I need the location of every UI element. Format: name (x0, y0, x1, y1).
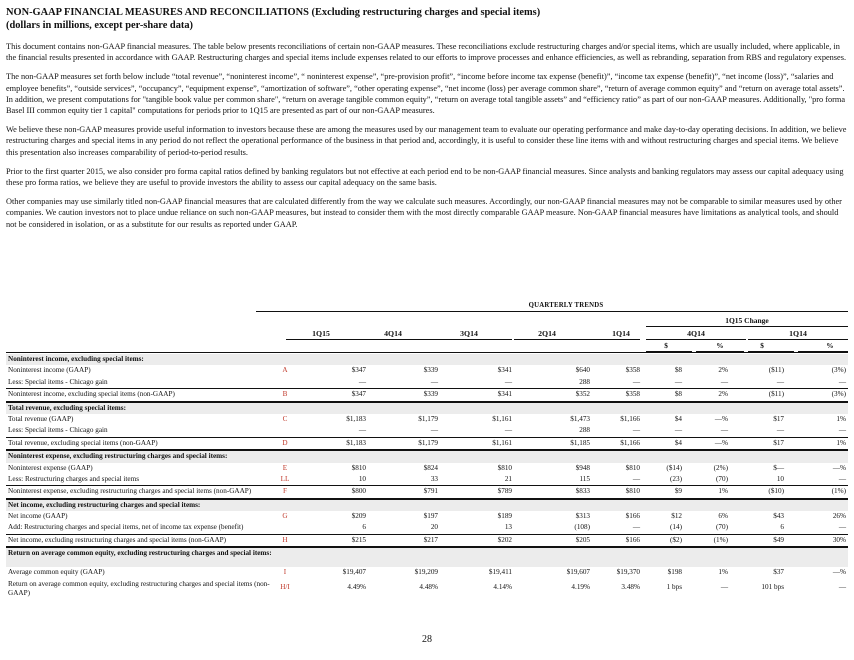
cell-2q14: $352 (575, 390, 590, 399)
change-header: 1Q15 Change (725, 316, 769, 325)
cell-1q14: $358 (625, 366, 640, 375)
header-divider (286, 339, 362, 340)
cell-3q14: 13 (504, 523, 512, 532)
table-row (6, 425, 848, 437)
cell-chg-4q14-pct: (70) (716, 474, 728, 483)
cell-4q14: $339 (423, 366, 438, 375)
capital-ratio-paragraph: Prior to the first quarter 2015, we also consider pro forma capital ratios defined by banking regulators but not effective at each period end to be non-GAAP financial measures. Since analysts and banking regulators may assess our capital adequacy using these pro forma ratios, we believe they are useful to provide investors the ability to assess our capital adequacy on the same basis. (6, 166, 844, 188)
page-number: 28 (422, 634, 432, 645)
intro-paragraph: This document contains non-GAAP financial measures. The table below presents reconciliations of certain non-GAAP measures. These reconciliations exclude restructuring charges and/or special items, which are usually included, where applicable, in the financial results presented in accordance with GAAP. Restructuring charges and special items include expenses related to our efforts to improve processes and enhance efficiencies, as well as rebranding, separation from RBS and regulatory expenses. (6, 42, 847, 63)
table-section-header (6, 500, 848, 511)
cell-4q14: $339 (423, 390, 438, 399)
change-header-1q14: 1Q14 (789, 329, 807, 338)
row-label: Noninterest expense (GAAP) (8, 463, 93, 472)
cell-chg-1q14-dollar: $17 (773, 438, 784, 447)
table-row (6, 474, 848, 486)
cell-chg-1q14-pct: (1%) (831, 487, 846, 496)
cell-1q14: $810 (625, 463, 640, 472)
cell-1q14: — (632, 426, 640, 435)
cell-chg-1q14-dollar: 6 (780, 523, 784, 532)
cell-1q14: $1,166 (620, 438, 640, 447)
cell-1q15: 6 (362, 523, 366, 532)
cell-4q14: $19,209 (414, 568, 438, 577)
table-row (6, 463, 848, 474)
cell-4q14: — (430, 377, 438, 386)
header-divider (646, 339, 746, 340)
sub-header-dollar: $ (760, 342, 764, 350)
row-label: Return on average common equity, excluding restructuring charges and special items: (8, 549, 272, 558)
cell-2q14: $313 (575, 512, 590, 521)
cell-2q14: $19,607 (566, 568, 590, 577)
cell-1q15: $810 (351, 463, 366, 472)
cell-chg-4q14-dollar: $8 (674, 366, 682, 375)
table-section-header (6, 548, 848, 567)
period-header-1q14: 1Q14 (612, 329, 630, 338)
cell-chg-4q14-pct: —% (714, 438, 728, 447)
header-divider (590, 339, 640, 340)
cell-chg-4q14-pct: 2% (718, 390, 728, 399)
header-divider (256, 311, 848, 312)
cell-chg-1q14-dollar: — (776, 377, 784, 386)
row-label: Return on average common equity, excluding restructuring charges and special items (non-GAAP) (8, 579, 270, 597)
row-label: Net income, excluding restructuring charges and special items (non-GAAP) (8, 535, 227, 544)
cell-3q14: — (504, 377, 512, 386)
cell-3q14: $1,161 (492, 414, 512, 423)
row-reference-letter: B (282, 390, 288, 399)
cell-chg-1q14-pct: 30% (832, 535, 846, 544)
cell-chg-4q14-pct: 1% (718, 487, 728, 496)
table-section-header (6, 451, 848, 462)
cell-chg-4q14-dollar: ($14) (666, 463, 682, 472)
sub-header-percent: % (826, 342, 834, 350)
cell-3q14: $1,161 (492, 438, 512, 447)
cell-4q14: $824 (423, 463, 438, 472)
cell-1q14: — (632, 523, 640, 532)
cell-chg-1q14-pct: — (838, 377, 846, 386)
page-subtitle: (dollars in millions, except per-share data) (6, 20, 194, 31)
row-label: Noninterest expense, excluding restructuring charges and special items: (8, 452, 228, 461)
cell-3q14: $789 (497, 487, 512, 496)
cell-1q15: 10 (358, 474, 366, 483)
table-row (6, 567, 848, 578)
cell-1q14: $19,370 (616, 568, 640, 577)
table-section-header (6, 403, 848, 414)
table-row (6, 414, 848, 425)
header-divider (646, 326, 848, 327)
row-label: Less: Restructuring charges and special items (8, 474, 140, 483)
header-divider (360, 339, 436, 340)
row-label: Total revenue, excluding special items: (8, 403, 126, 412)
cell-chg-4q14-pct: (1%) (713, 535, 728, 544)
header-divider (514, 339, 590, 340)
cell-3q14: $341 (497, 390, 512, 399)
cell-chg-1q14-dollar: — (776, 426, 784, 435)
table-section-header (6, 354, 848, 365)
row-label: Total revenue (GAAP) (8, 414, 74, 423)
row-reference-letter: LL (280, 474, 290, 483)
cell-1q14: $810 (625, 487, 640, 496)
cell-chg-4q14-pct: (70) (716, 523, 728, 532)
cell-1q15: $19,407 (342, 568, 366, 577)
cell-4q14: 4.48% (419, 582, 438, 591)
table-row (6, 389, 848, 402)
cell-4q14: $791 (423, 487, 438, 496)
cell-chg-1q14-dollar: $49 (773, 535, 784, 544)
cell-1q15: $347 (351, 366, 366, 375)
sub-header-dollar: $ (664, 342, 668, 350)
row-label: Noninterest income, excluding special items (non-GAAP) (8, 390, 175, 399)
table-row (6, 486, 848, 499)
row-reference-letter: E (282, 463, 288, 472)
cell-chg-1q14-dollar: $— (773, 463, 784, 472)
usefulness-paragraph: We believe these non-GAAP measures provide useful information to investors because these are among the measures used by our management team to evaluate our operating performance and make day-to-day operating decisions. In addition, we believe restructuring charges and special items in any period do not reflect the operational performance of the business in that period and, accordingly, it is useful to consider these line items with and without restructuring charges and special items. We believe this presentation also increases comparability of period-to-period results. (6, 125, 847, 157)
cell-3q14: 21 (504, 474, 512, 483)
cell-chg-4q14-dollar: $8 (674, 390, 682, 399)
cell-chg-1q14-pct: —% (832, 568, 846, 577)
header-divider (436, 339, 512, 340)
cell-chg-4q14-dollar: (14) (670, 523, 682, 532)
cell-3q14: $810 (497, 463, 512, 472)
period-header-2q14: 2Q14 (538, 329, 556, 338)
cell-4q14: $217 (423, 535, 438, 544)
table-row (6, 579, 848, 598)
cell-chg-4q14-dollar: $198 (667, 568, 682, 577)
table-row (6, 511, 848, 522)
row-label: Less: Special items - Chicago gain (8, 426, 108, 435)
row-label: Add: Restructuring charges and special items, net of income tax expense (benefit) (8, 523, 244, 532)
cell-3q14: $189 (497, 512, 512, 521)
cell-2q14: $833 (575, 487, 590, 496)
row-label: Noninterest expense, excluding restructuring charges and special items (non-GAAP) (8, 487, 252, 496)
cell-chg-4q14-dollar: — (674, 426, 682, 435)
cell-1q14: 3.48% (621, 582, 640, 591)
cell-chg-4q14-pct: — (720, 426, 728, 435)
cell-chg-4q14-dollar: (23) (670, 474, 682, 483)
cell-2q14: $205 (575, 535, 590, 544)
cell-chg-4q14-pct: 1% (718, 568, 728, 577)
table-row (6, 535, 848, 548)
cell-1q15: $347 (351, 390, 366, 399)
cell-3q14: $202 (497, 535, 512, 544)
row-label: Noninterest income, excluding special items: (8, 355, 144, 363)
cell-2q14: 4.19% (571, 582, 590, 591)
cell-1q14: $166 (625, 512, 640, 521)
cell-1q15: $209 (351, 512, 366, 521)
table-row (6, 377, 848, 389)
cell-2q14: $1,473 (570, 414, 590, 423)
cell-chg-4q14-pct: — (720, 582, 728, 591)
cell-chg-1q14-dollar: $37 (773, 568, 784, 577)
cell-chg-1q14-dollar: ($11) (768, 390, 784, 399)
cell-chg-1q14-pct: — (838, 474, 846, 483)
cell-chg-4q14-pct: (2%) (713, 463, 728, 472)
cell-chg-4q14-dollar: $12 (671, 512, 682, 521)
cell-chg-4q14-dollar: $9 (674, 487, 682, 496)
cell-2q14: 288 (579, 426, 590, 435)
cell-chg-1q14-dollar: 101 bps (761, 582, 784, 591)
cell-4q14: $1,179 (418, 414, 438, 423)
cell-chg-4q14-dollar: ($2) (670, 535, 682, 544)
cell-chg-1q14-dollar: 10 (776, 474, 784, 483)
cell-chg-4q14-dollar: $4 (674, 438, 682, 447)
cell-4q14: $1,179 (418, 438, 438, 447)
caution-paragraph: Other companies may use similarly titled non-GAAP financial measures that are calculated differently from the way we calculate such measures. Accordingly, our non-GAAP financial measures may not be comparable to similar measures used by other companies. We caution investors not to place undue reliance on such non-GAAP measures, but instead to consider them with the most directly comparable GAAP measure. Non-GAAP financial measures have limitations as analytical tools, and should not be considered in isolation, or as a substitute for our results as reported under GAAP. (6, 197, 842, 229)
cell-2q14: 115 (579, 474, 590, 483)
table-top-rule (6, 352, 848, 353)
change-header-4q14: 4Q14 (687, 329, 705, 338)
cell-3q14: — (504, 426, 512, 435)
cell-1q15: $800 (351, 487, 366, 496)
row-label: Less: Special items - Chicago gain (8, 377, 108, 386)
cell-1q15: — (358, 426, 366, 435)
cell-1q14: — (632, 474, 640, 483)
row-reference-letter: I (283, 568, 287, 577)
row-reference-letter: C (282, 414, 288, 423)
period-header-1q15: 1Q15 (312, 329, 330, 338)
cell-chg-1q14-pct: 1% (836, 414, 846, 423)
cell-3q14: 4.14% (493, 582, 512, 591)
cell-chg-4q14-pct: 2% (718, 366, 728, 375)
cell-4q14: — (430, 426, 438, 435)
cell-chg-4q14-pct: — (720, 377, 728, 386)
cell-chg-1q14-pct: 1% (836, 438, 846, 447)
cell-2q14: $1,185 (570, 438, 590, 447)
period-header-4q14: 4Q14 (384, 329, 402, 338)
cell-1q15: $1,183 (346, 414, 366, 423)
row-reference-letter: H (282, 535, 288, 544)
cell-3q14: $19,411 (488, 568, 512, 577)
row-label: Net income (GAAP) (8, 512, 68, 521)
cell-chg-4q14-dollar: 1 bps (666, 582, 682, 591)
cell-1q15: $215 (351, 535, 366, 544)
table-row (6, 438, 848, 451)
table-row (6, 522, 848, 534)
cell-chg-1q14-pct: — (838, 582, 846, 591)
cell-chg-4q14-pct: 6% (718, 512, 728, 521)
cell-chg-1q14-pct: 26% (832, 512, 846, 521)
cell-1q14: $166 (625, 535, 640, 544)
row-reference-letter: D (282, 438, 288, 447)
row-reference-letter: A (282, 366, 288, 375)
row-reference-letter: G (282, 512, 288, 521)
cell-2q14: 288 (579, 377, 590, 386)
row-label: Noninterest income (GAAP) (8, 366, 91, 375)
cell-chg-1q14-pct: (3%) (831, 390, 846, 399)
cell-chg-4q14-dollar: $4 (674, 414, 682, 423)
cell-chg-1q14-pct: — (838, 426, 846, 435)
cell-chg-1q14-pct: (3%) (831, 366, 846, 375)
measures-paragraph: The non-GAAP measures set forth below include “total revenue”, “noninterest income”, “ noninterest expense”, “pre-provision profit”, “income before income tax expense (benefit)”, “income tax expense (benefit)”, “net income (loss)”, “salaries and employee benefits”, “outside services”, “occupancy”, “equipment expense”, “amortization of software”, “other operating expense”, “net income (loss) per average common share”, “return of average common equity” and “return on average total assets”. In addition, we present computations for "tangible book value per common share", “return on average tangible common equity”, “return on average total tangible assets” and “efficiency ratio” as part of our non-GAAP measures. Additionally, "pro forma Basel III common equity tier 1 capital" computations for periods prior to 1Q15 are presented as part of our non-GAAP measures. (6, 72, 846, 116)
row-label: Average common equity (GAAP) (8, 568, 105, 577)
cell-3q14: $341 (497, 366, 512, 375)
cell-2q14: (108) (574, 523, 590, 532)
cell-chg-1q14-pct: —% (832, 463, 846, 472)
table-body (6, 354, 848, 598)
row-reference-letter: F (283, 487, 287, 496)
cell-chg-4q14-dollar: — (674, 377, 682, 386)
row-label: Total revenue, excluding special items (non-GAAP) (8, 438, 158, 447)
row-label: Net income, excluding restructuring charges and special items: (8, 500, 201, 509)
header-divider (748, 339, 848, 340)
cell-4q14: $197 (423, 512, 438, 521)
cell-2q14: $948 (575, 463, 590, 472)
cell-1q14: $358 (625, 390, 640, 399)
sub-header-percent: % (716, 342, 724, 350)
cell-1q14: $1,166 (620, 414, 640, 423)
cell-chg-1q14-dollar: ($11) (768, 366, 784, 375)
document-page (6, 6, 848, 230)
cell-1q14: — (632, 377, 640, 386)
cell-2q14: $640 (575, 366, 590, 375)
cell-chg-1q14-dollar: ($10) (768, 487, 784, 496)
cell-1q15: 4.49% (347, 582, 366, 591)
cell-4q14: 33 (430, 474, 438, 483)
period-header-3q14: 3Q14 (460, 329, 478, 338)
cell-1q15: $1,183 (346, 438, 366, 447)
cell-4q14: 20 (430, 523, 438, 532)
table-row (6, 365, 848, 376)
cell-chg-1q14-dollar: $43 (773, 512, 784, 521)
page-title: NON-GAAP FINANCIAL MEASURES AND RECONCILIATIONS (Excluding restructuring charges and special items) (6, 7, 541, 18)
row-reference-letter: H/I (280, 582, 290, 591)
cell-chg-1q14-pct: — (838, 523, 846, 532)
cell-chg-1q14-dollar: $17 (773, 414, 784, 423)
quarterly-trends-header: QUARTERLY TRENDS (528, 302, 604, 309)
cell-chg-4q14-pct: —% (714, 414, 728, 423)
cell-1q15: — (358, 377, 366, 386)
